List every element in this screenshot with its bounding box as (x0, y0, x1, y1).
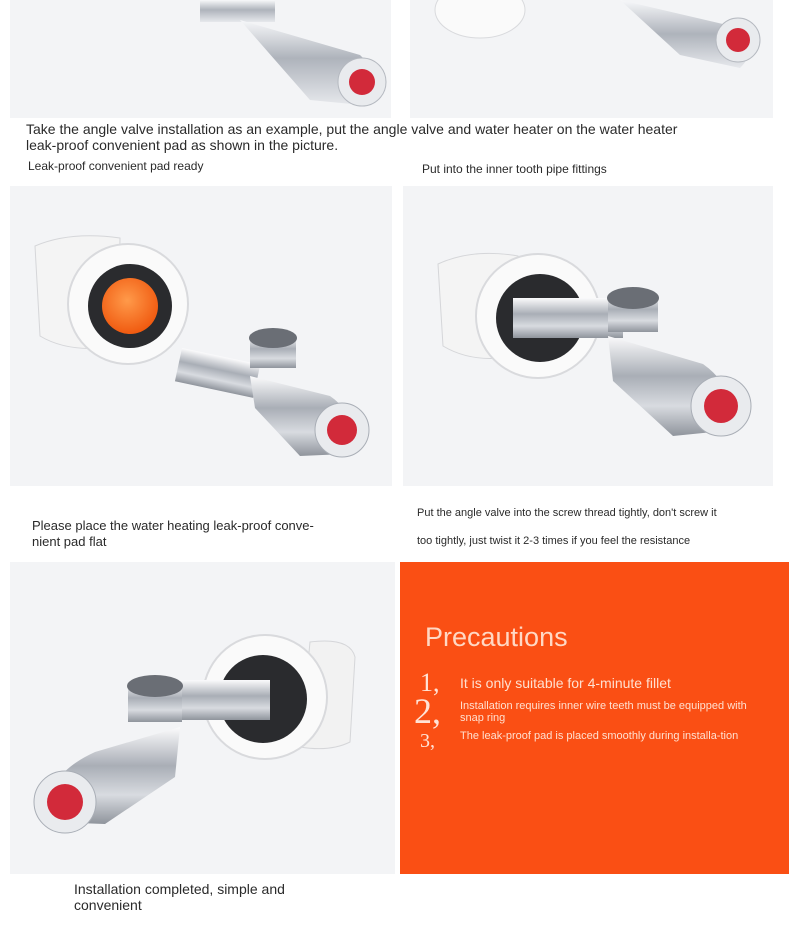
precaution-text-3: The leak-proof pad is placed smoothly during installa-tion (460, 730, 739, 742)
precaution-number-2: 2, (414, 691, 441, 731)
caption-pad-ready: Leak-proof convenient pad ready (28, 159, 204, 173)
intro-caption-line1: Take the angle valve installation as an example, put the angle valve and water heater on the water heater (26, 121, 678, 137)
photo-valve-top-right (410, 0, 773, 118)
caption-place-flat-line2: nient pad flat (32, 534, 107, 549)
precautions-panel (400, 562, 789, 874)
precaution-number-1: 1, (420, 668, 440, 697)
intro-caption-line2: leak-proof convenient pad as shown in the picture. (26, 137, 339, 153)
caption-inner-tooth: Put into the inner tooth pipe fittings (422, 162, 607, 176)
photo-valve-top-left (10, 0, 391, 118)
precaution-number-3: 3, (420, 730, 435, 752)
photo-installation-completed (10, 562, 395, 874)
caption-screw-line1: Put the angle valve into the screw thread tightly, don't screw it (417, 507, 717, 519)
precautions-title: Precautions (425, 622, 568, 652)
caption-completed-line1: Installation completed, simple and (74, 881, 285, 897)
caption-completed-line2: convenient (74, 897, 142, 913)
photo-pad-and-valve (10, 186, 392, 486)
precaution-text-1: It is only suitable for 4-minute fillet (460, 675, 671, 691)
caption-screw-line2: too tightly, just twist it 2-3 times if you feel the resistance (417, 535, 691, 547)
caption-place-flat-line1: Please place the water heating leak-proof conve- (32, 518, 314, 533)
precaution-text-2: Installation requires inner wire teeth must be equipped with snap ring (460, 700, 747, 724)
photo-valve-into-fitting (403, 186, 773, 486)
